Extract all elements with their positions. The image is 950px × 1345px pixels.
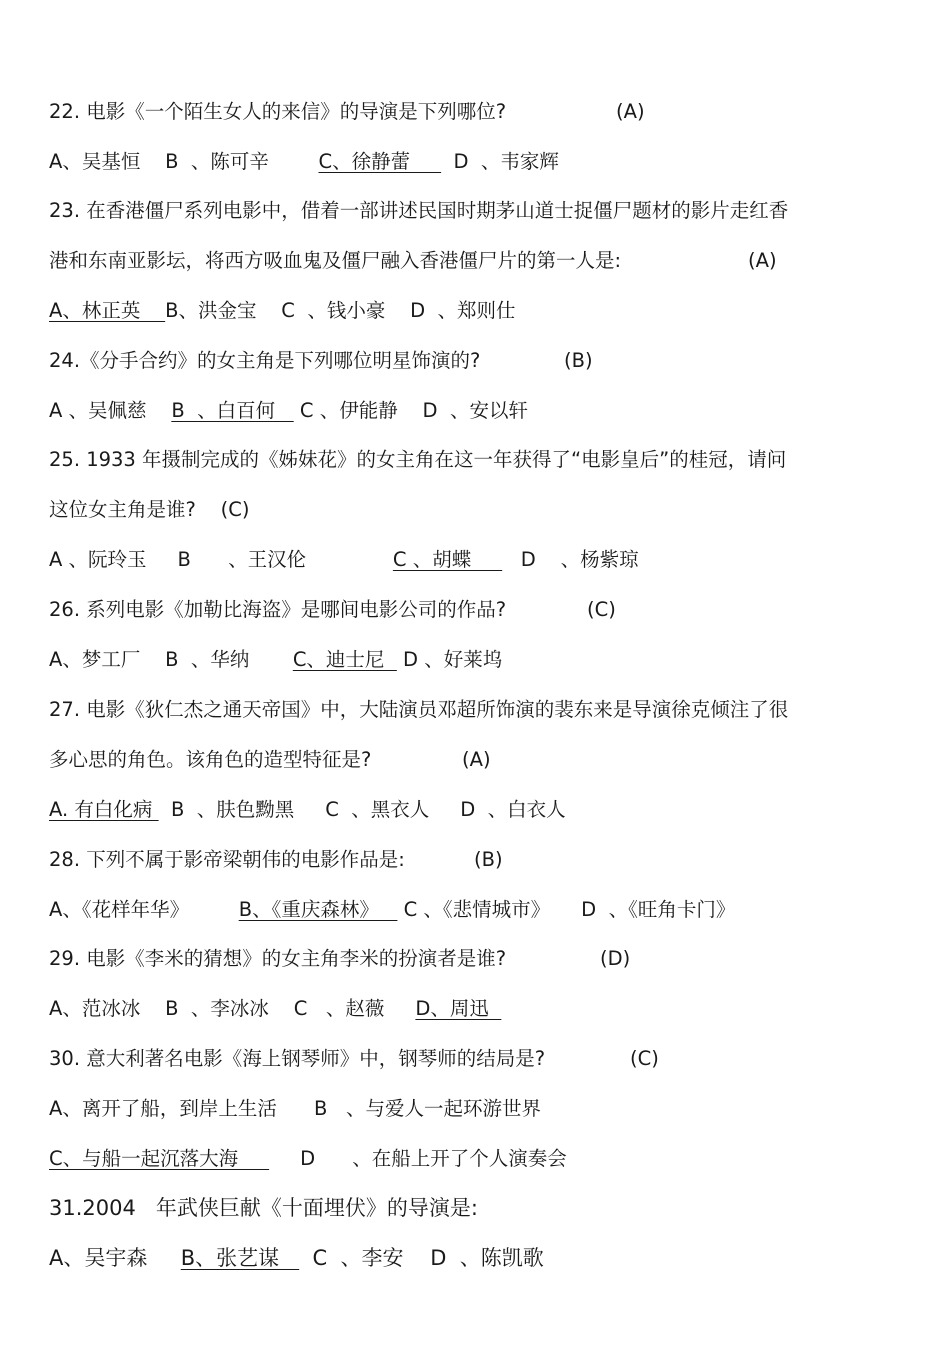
option-text: D 、在船上开了个人演奏会 xyxy=(269,1147,567,1170)
correct-option: B 、白百何 xyxy=(171,399,294,422)
question-23-answer: (A) xyxy=(748,249,777,272)
option-text: A、梦工厂 B 、华纳 xyxy=(49,648,293,671)
question-27-options xyxy=(49,798,566,822)
option-text: B、洪金宝 C 、钱小豪 D 、郑则仕 xyxy=(165,299,516,322)
option-text: D 、好莱坞 xyxy=(396,648,503,671)
option-text: C 、《悲情城市》 D 、《旺角卡门》 xyxy=(397,898,736,921)
option-text: D 、杨紫琼 xyxy=(502,548,639,571)
question-24-answer: (B) xyxy=(564,349,593,372)
option-text: A、《花样年华》 xyxy=(49,898,239,921)
question-23-text-line-1: 23. 在香港僵尸系列电影中，借着一部讲述民国时期茅山道士捉僵尸题材的影片走红香 xyxy=(49,199,789,222)
correct-option: D、周迅 xyxy=(415,997,502,1020)
question-22-text: 22. 电影《一个陌生女人的来信》的导演是下列哪位? xyxy=(49,100,507,123)
question-31-options xyxy=(49,1246,544,1270)
option-text: A、范冰冰 B 、李冰冰 C 、赵薇 xyxy=(49,997,416,1020)
question-23-options xyxy=(49,299,516,323)
option-text: B 、肤色黝黑 C 、黑衣人 D 、白衣人 xyxy=(158,798,566,821)
correct-option: B、张艺谋 xyxy=(180,1246,300,1270)
option-text: C 、李安 D 、陈凯歌 xyxy=(299,1246,544,1270)
option-text: D 、韦家辉 xyxy=(441,150,559,173)
question-22-options xyxy=(49,150,559,174)
question-27-text-line-1: 27. 电影《狄仁杰之通天帝国》中，大陆演员邓超所饰演的裴东来是导演徐克倾注了很 xyxy=(49,698,789,721)
question-28-text: 28. 下列不属于影帝梁朝伟的电影作品是: xyxy=(49,848,405,871)
correct-option: C、徐静蕾 xyxy=(318,150,442,173)
question-30-text: 30. 意大利著名电影《海上钢琴师》中，钢琴师的结局是? xyxy=(49,1047,546,1070)
question-27-answer: (A) xyxy=(462,748,491,771)
question-29-answer: (D) xyxy=(600,947,631,970)
option-text: C 、伊能静 D 、安以轩 xyxy=(293,399,528,422)
question-24-text: 24.《分手合约》的女主角是下列哪位明星饰演的? xyxy=(49,349,481,372)
option-text: A、吴宇森 xyxy=(49,1246,181,1270)
option-text: A 、吴佩慈 xyxy=(49,399,172,422)
question-30-options-line-2 xyxy=(49,1147,567,1171)
question-29-options xyxy=(49,997,501,1021)
question-25-text-line-1: 25. 1933 年摄制完成的《姊妹花》的女主角在这一年获得了“电影皇后”的桂冠，请问 xyxy=(49,448,787,471)
question-26-options xyxy=(49,648,502,672)
question-22-answer: (A) xyxy=(616,100,645,123)
correct-option: C 、胡蝶 xyxy=(392,548,503,571)
question-24-options xyxy=(49,399,528,423)
correct-option: A、林正英 xyxy=(49,299,166,322)
question-30-answer: (C) xyxy=(630,1047,659,1070)
correct-option: C、迪士尼 xyxy=(292,648,397,671)
option-text: A、离开了船，到岸上生活 B 、与爱人一起环游世界 xyxy=(49,1097,542,1120)
option-text: A 、阮玲玉 B 、王汉伦 xyxy=(49,548,393,571)
correct-option: A. 有白化病 xyxy=(49,798,159,821)
question-26-answer: (C) xyxy=(587,598,616,621)
option-text: A、吴基恒 B 、陈可辛 xyxy=(49,150,319,173)
question-26-text: 26. 系列电影《加勒比海盗》是哪间电影公司的作品? xyxy=(49,598,507,621)
question-27-text-line-2: 多心思的角色。该角色的造型特征是? xyxy=(49,748,372,771)
question-31-text: 31.2004 年武侠巨献《十面埋伏》的导演是: xyxy=(49,1196,478,1220)
question-29-text: 29. 电影《李米的猜想》的女主角李米的扮演者是谁? xyxy=(49,947,507,970)
correct-option: B、《重庆森林》 xyxy=(238,898,398,921)
question-30-options-line-1 xyxy=(49,1097,541,1121)
question-25-text-line-2: 这位女主角是谁? (C) xyxy=(49,498,250,521)
question-28-options xyxy=(49,898,735,922)
correct-option: C、与船一起沉落大海 xyxy=(49,1147,270,1170)
question-23-text-line-2: 港和东南亚影坛，将西方吸血鬼及僵尸融入香港僵尸片的第一人是: xyxy=(49,249,622,272)
question-28-answer: (B) xyxy=(474,848,503,871)
question-25-options xyxy=(49,548,639,572)
